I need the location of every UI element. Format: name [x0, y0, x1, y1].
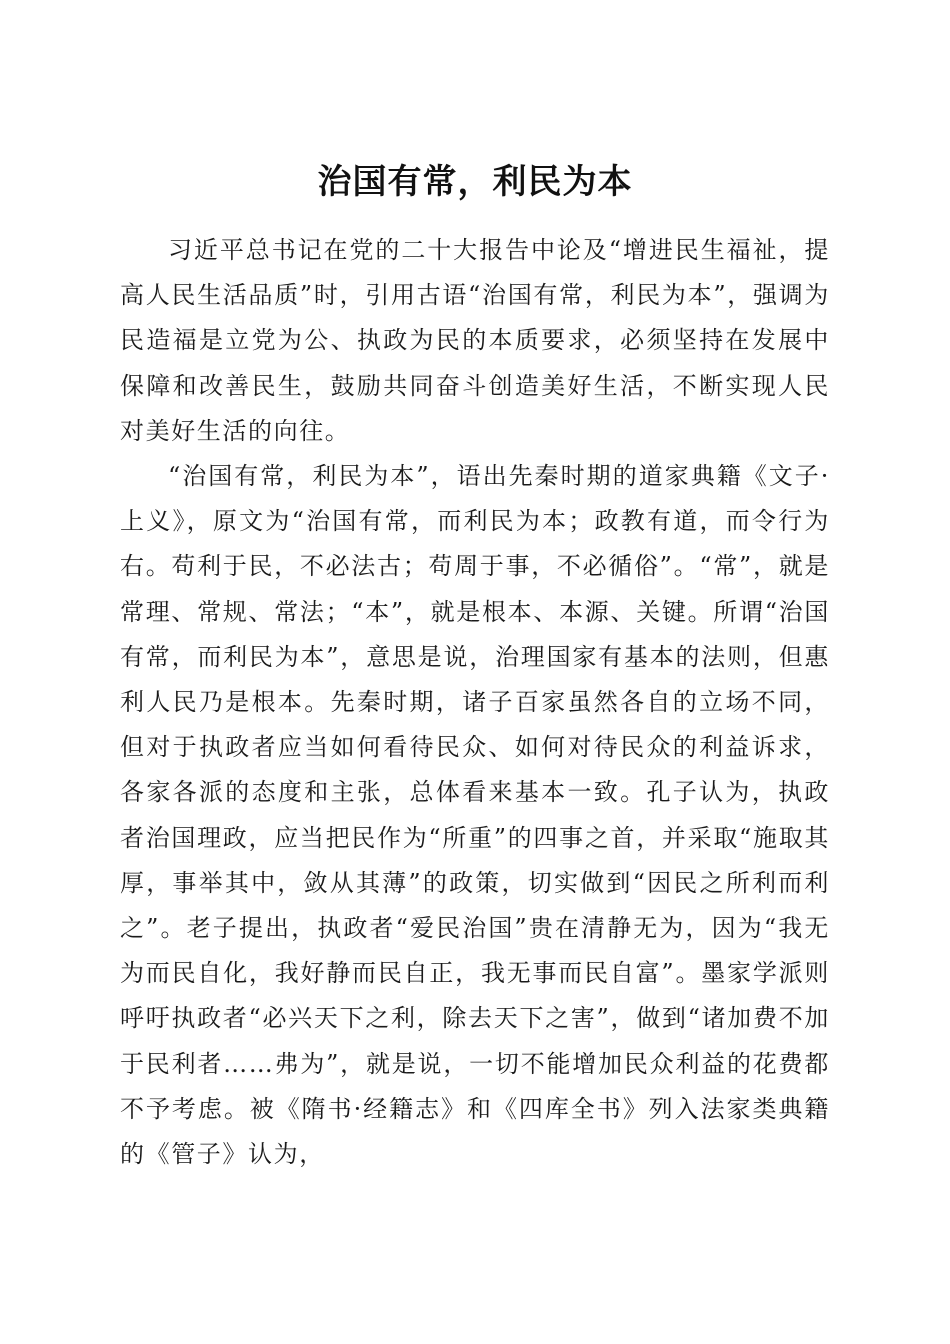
article-body	[120, 228, 830, 1177]
paragraph: “治国有常，利民为本”，语出先秦时期的道家典籍《文子·上义》，原文为“治国有常，而利民为本；政教有道，而令行为右。苟利于民，不必法古；苟周于事，不必循俗”。“常”，就是常理、常规、常法；“本”，就是根本、本源、关键。所谓“治国有常，而利民为本”，意思是说，治理国家有基本的法则，但惠利人民乃是根本。先秦时期，诸子百家虽然各自的立场不同，但对于执政者应当如何看待民众、如何对待民众的利益诉求，各家各派的态度和主张，总体看来基本一致。孔子认为，执政者治国理政，应当把民作为“所重”的四事之首，并采取“施取其厚，事举其中，敛从其薄”的政策，切实做到“因民之所利而利之”。老子提出，执政者“爱民治国”贵在清静无为，因为“我无为而民自化，我好静而民自正，我无事而民自富”。墨家学派则呼吁执政者“必兴天下之利，除去天下之害”，做到“诸加费不加于民利者……弗为”，就是说，一切不能增加民众利益的花费都不予考虑。被《隋书·经籍志》和《四库全书》列入法家类典籍的《管子》认为，	[120, 462, 830, 1169]
page-title: 治国有常，利民为本	[317, 161, 633, 202]
paragraph: 习近平总书记在党的二十大报告中论及“增进民生福祉，提高人民生活品质”时，引用古语“治国有常，利民为本”，强调为民造福是立党为公、执政为民的本质要求，必须坚持在发展中保障和改善民生，鼓励共同奋斗创造美好生活，不断实现人民对美好生活的向往。	[120, 236, 830, 445]
